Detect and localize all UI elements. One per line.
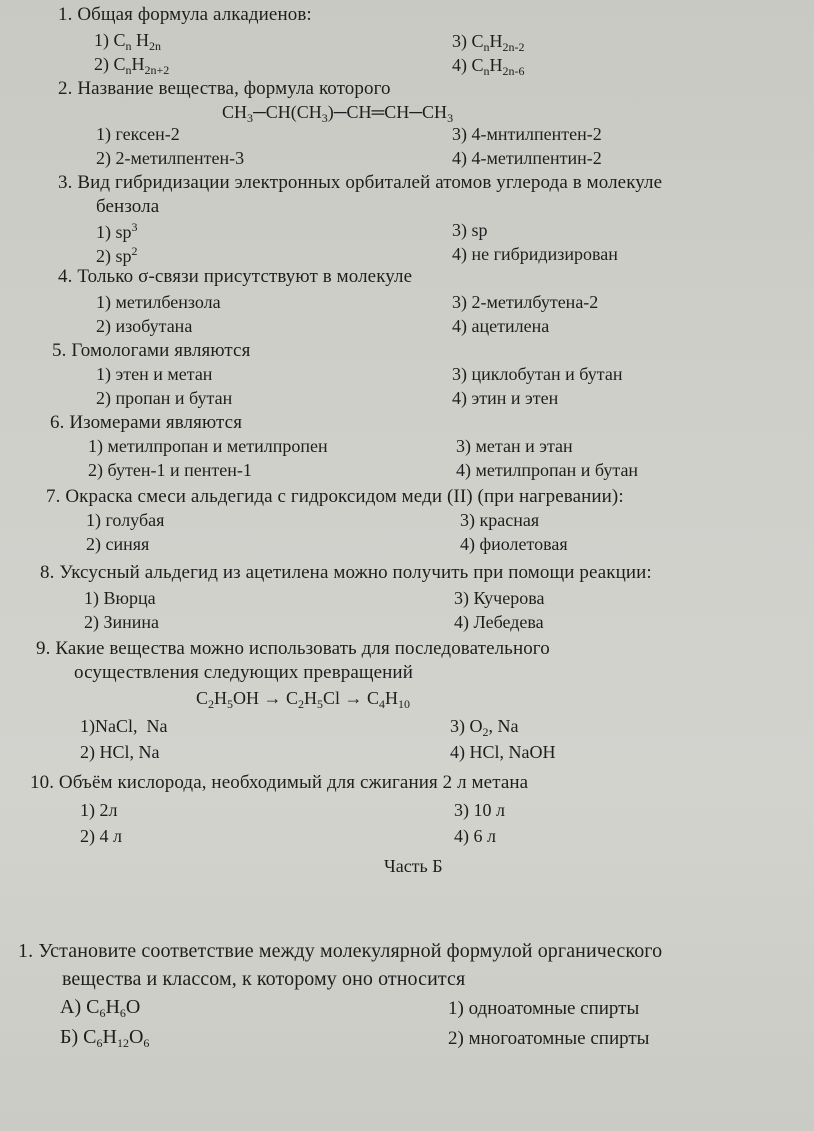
part-b-question-1-line2: вещества и классом, к которому оно относится bbox=[62, 968, 466, 990]
question-8: 8. Уксусный альдегид из ацетилена можно получить при помощи реакции: bbox=[40, 562, 652, 583]
q10-option-3: 3) 10 л bbox=[454, 800, 505, 820]
q1-option-1: 1) $C_n$ $H_{2n}$ bbox=[94, 30, 161, 53]
q8-option-2: 2) Зинина bbox=[84, 612, 160, 632]
question-1: 1. Общая формула алкадиенов: bbox=[58, 4, 312, 25]
q4-option-3: 3) 2-метилбутена-2 bbox=[452, 292, 599, 312]
part-b-question-1: 1. Установите соответствие между молекулярной формулой органического bbox=[18, 940, 663, 962]
q2-option-2: 2) 2-метилпентен-3 bbox=[96, 148, 245, 168]
q1-option-4: 4) $C_nH_{2n-6}$ bbox=[452, 55, 525, 78]
question-3-line2: бензола bbox=[96, 196, 160, 217]
q2-formula: $CH_3─CH(CH_3)─CH═CH─CH_3$ bbox=[222, 102, 454, 125]
q6-option-2: 2) бутен-1 и пентен-1 bbox=[88, 460, 252, 480]
q10-option-4: 4) 6 л bbox=[454, 826, 496, 846]
q7-option-1: 1) голубая bbox=[86, 510, 165, 530]
q1-option-2: 2) $C_nH_{2n+2}$ bbox=[94, 54, 170, 77]
q5-option-1: 1) этен и метан bbox=[96, 364, 213, 384]
question-3: 3. Вид гибридизации электронных орбиталей атомов углерода в молекуле bbox=[58, 172, 663, 193]
q4-option-1: 1) метилбензола bbox=[96, 292, 221, 312]
part-b-heading: Часть Б bbox=[384, 856, 443, 876]
q7-option-2: 2) синяя bbox=[86, 534, 150, 554]
q9-reaction-scheme: $C_2H_5OH \to C_2H_5Cl \to C_4H_{10}$ bbox=[196, 688, 411, 711]
q9-option-4: 4) HCl, NaOH bbox=[450, 742, 556, 762]
question-2: 2. Название вещества, формула которого bbox=[58, 78, 391, 99]
q9-option-1: 1)NaCl, Na bbox=[80, 716, 168, 736]
q2-option-3: 3) 4-мнтилпентен-2 bbox=[452, 124, 602, 144]
part-b-left-a: А) $C_6H_6O$ bbox=[60, 996, 141, 1020]
q1-option-3: 3) $C_nH_{2n-2}$ bbox=[452, 31, 525, 54]
q2-option-4: 4) 4-метилпентин-2 bbox=[452, 148, 602, 168]
part-b-right-1: 1) одноатомные спирты bbox=[448, 998, 640, 1019]
q6-option-4: 4) метилпропан и бутан bbox=[456, 460, 639, 480]
q4-option-4: 4) ацетилена bbox=[452, 316, 550, 336]
question-7: 7. Окраска смеси альдегида с гидроксидом меди (II) (при нагревании): bbox=[46, 486, 624, 507]
q10-option-2: 2) 4 л bbox=[80, 826, 122, 846]
q5-option-4: 4) этин и этен bbox=[452, 388, 559, 408]
q8-option-4: 4) Лебедева bbox=[454, 612, 544, 632]
question-9: 9. Какие вещества можно использовать для последовательного bbox=[36, 638, 550, 659]
q10-option-1: 1) 2л bbox=[80, 800, 118, 820]
q4-option-2: 2) изобутана bbox=[96, 316, 193, 336]
q8-option-1: 1) Вюрца bbox=[84, 588, 156, 608]
q3-option-1: 1) $sp^3$ bbox=[96, 220, 138, 242]
question-10: 10. Объём кислорода, необходимый для сжигания 2 л метана bbox=[30, 772, 529, 793]
q7-option-4: 4) фиолетовая bbox=[460, 534, 568, 554]
part-b-left-b: Б) $C_6H_{12}O_6$ bbox=[60, 1026, 150, 1050]
q6-option-3: 3) метан и этан bbox=[456, 436, 573, 456]
q8-option-3: 3) Кучерова bbox=[454, 588, 545, 608]
question-9-line2: осуществления следующих превращений bbox=[74, 662, 413, 683]
q3-option-3: 3) sp bbox=[452, 220, 488, 240]
q6-option-1: 1) метилпропан и метилпропен bbox=[88, 436, 328, 456]
question-4: 4. Только σ-связи присутствуют в молекуле bbox=[58, 266, 413, 287]
q7-option-3: 3) красная bbox=[460, 510, 540, 530]
question-5: 5. Гомологами являются bbox=[52, 340, 251, 361]
q5-option-2: 2) пропан и бутан bbox=[96, 388, 233, 408]
part-b-right-2: 2) многоатомные спирты bbox=[448, 1028, 650, 1049]
q5-option-3: 3) циклобутан и бутан bbox=[452, 364, 623, 384]
q3-option-4: 4) не гибридизирован bbox=[452, 244, 618, 264]
q9-option-2: 2) HCl, Na bbox=[80, 742, 160, 762]
q2-option-1: 1) гексен-2 bbox=[96, 124, 180, 144]
q9-option-3: 3) $O_2$, Na bbox=[450, 716, 519, 739]
q3-option-2: 2) $sp^2$ bbox=[96, 244, 138, 266]
question-6: 6. Изомерами являются bbox=[50, 412, 243, 433]
